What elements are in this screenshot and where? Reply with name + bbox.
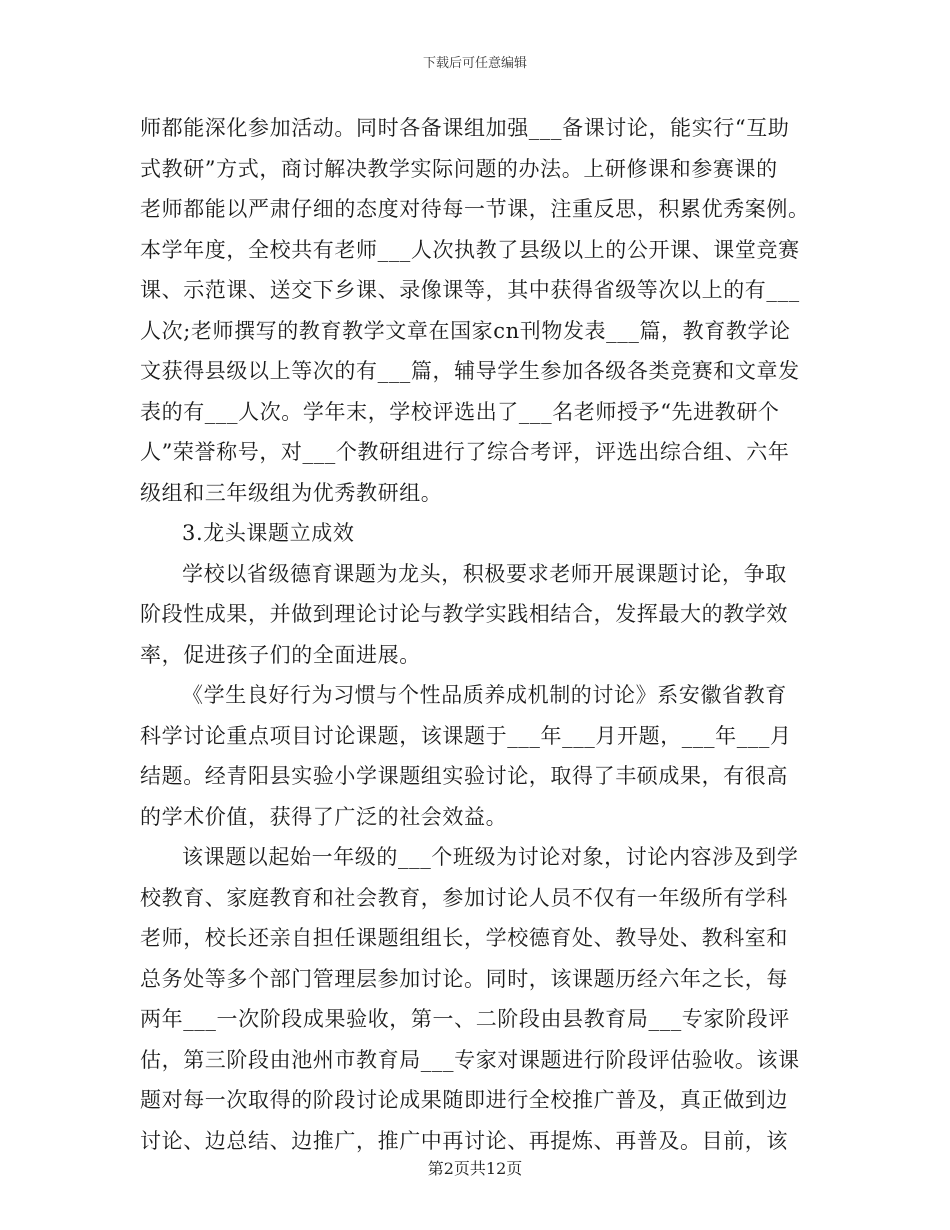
text-line: 师都能深化参加活动。同时各备课组加强___备课讨论，能实行“互助 — [140, 116, 790, 140]
text-line: 人”荣誉称号，对___个教研组进行了综合考评，评选出综合组、六年 — [140, 440, 790, 464]
text-line: 老师，校长还亲自担任课题组组长，学校德育处、教导处、教科室和 — [140, 926, 788, 950]
text-line: 结题。经青阳县实验小学课题组实验讨论，取得了丰硕成果，有很高 — [140, 764, 788, 788]
text-line: 文获得县级以上等次的有___篇，辅导学生参加各级各类竞赛和文章发 — [140, 359, 800, 383]
text-line: 估，第三阶段由池州市教育局___专家对课题进行阶段评估验收。该课 — [140, 1047, 800, 1072]
text-line: 阶段性成果，并做到理论讨论与教学实践相结合，发挥最大的教学效 — [140, 602, 788, 626]
text-line: 学校以省级德育课题为龙头，积极要求老师开展课题讨论，争取 — [182, 561, 787, 586]
text-line: 人次;老师撰写的教育教学文章在国家cn刊物发表___篇，教育教学论 — [140, 318, 791, 343]
paragraph-research-lead — [140, 554, 820, 676]
document-body — [140, 108, 820, 1161]
text-line: 《学生良好行为习惯与个性品质养成机制的讨论》系安徽省教育 — [182, 683, 787, 707]
text-line: 表的有___人次。学年末，学校评选出了___名老师授予“先进教研个 — [140, 399, 780, 424]
text-line: 科学讨论重点项目讨论课题，该课题于___年___月开题，___年___月 — [140, 723, 792, 748]
text-line: 该课题以起始一年级的___个班级为讨论对象，讨论内容涉及到学 — [182, 845, 799, 869]
text-line: 总务处等多个部门管理层参加讨论。同时，该课题历经六年之长，每 — [140, 966, 788, 991]
text-line: 老师都能以严肃仔细的态度对待每一节课，注重反思，积累优秀案例。 — [140, 197, 810, 221]
paragraph-activities — [140, 108, 820, 513]
section-heading — [140, 513, 820, 554]
text-line: 式教研”方式，商讨解决教学实际问题的办法。上研修课和参赛课的 — [140, 156, 778, 181]
text-line: 级组和三年级组为优秀教研组。 — [140, 480, 443, 505]
page-footer: 第2页共12页 — [427, 1159, 523, 1178]
paragraph-project-details — [140, 837, 820, 1161]
paragraph-project-intro — [140, 675, 820, 837]
text-line: 本学年度，全校共有老师___人次执教了县级以上的公开课、课堂竞赛 — [140, 237, 800, 262]
text-line: 讨论、边总结、边推广，推广中再讨论、再提炼、再普及。目前，该 — [140, 1128, 788, 1153]
text-line: 率，促进孩子们的全面进展。 — [140, 642, 421, 667]
text-line: 课、示范课、送交下乡课、录像课等，其中获得省级等次以上的有___ — [140, 278, 800, 302]
text-line: 题对每一次取得的阶段讨论成果随即进行全校推广普及，真正做到边 — [140, 1088, 788, 1112]
text-line: 的学术价值，获得了广泛的社会效益。 — [140, 804, 508, 829]
text-line: 两年___一次阶段成果验收，第一、二阶段由县教育局___专家阶段评 — [140, 1007, 790, 1031]
page-header: 下载后可任意编辑 — [422, 56, 527, 71]
text-line: 校教育、家庭教育和社会教育，参加讨论人员不仅有一年级所有学科 — [140, 885, 788, 910]
section-heading-text: 3.龙头课题立成效 — [182, 521, 355, 545]
